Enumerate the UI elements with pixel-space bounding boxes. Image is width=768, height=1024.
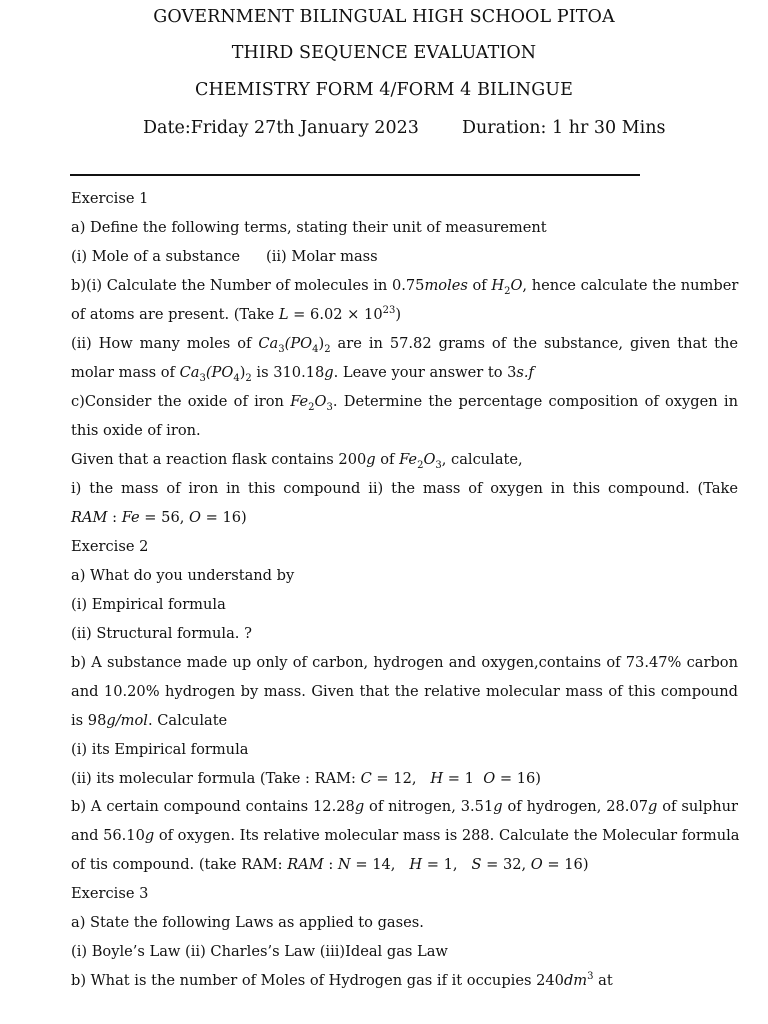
header-divider bbox=[70, 174, 640, 176]
ex1-question-b-ii-line2: molar mass of $Ca_3(PO_4)_2$ is 310.18g. Leave your answer to 3s.f bbox=[71, 364, 534, 384]
ex1-question-c-given: Given that a reaction flask contains 200g of $Fe_2O_3$, calculate, bbox=[71, 451, 523, 471]
ex2-question-b-line2: and 10.20% hydrogen by mass. Given that the relative molecular mass of this compound bbox=[71, 683, 738, 700]
subject-title: CHEMISTRY FORM 4/FORM 4 BILINGUE bbox=[194, 80, 573, 100]
exam-date: Date:Friday 27th January 2023 bbox=[143, 118, 419, 138]
ex2-question-b-i: (i) its Empirical formula bbox=[71, 741, 249, 758]
ex1-question-a: a) Define the following terms, stating their unit of measurement bbox=[71, 219, 547, 236]
ex1-question-b-ii-line1: (ii) How many moles of $Ca_3(PO_4)_2$ are in 57.82 grams of the substance, given that the bbox=[71, 335, 738, 355]
ex2-question-b-ii: (ii) its molecular formula (Take : RAM: C = 12, H = 1 O = 16) bbox=[71, 770, 541, 787]
exam-duration: Duration: 1 hr 30 Mins bbox=[462, 118, 666, 138]
ex3-question-b: b) What is the number of Moles of Hydrogen gas if it occupies $240dm^3$ at bbox=[71, 971, 613, 989]
school-name: GOVERNMENT BILINGUAL HIGH SCHOOL PITOA bbox=[153, 7, 615, 27]
ex1-question-c-line2: this oxide of iron. bbox=[71, 422, 201, 439]
exercise-2-title: Exercise 2 bbox=[71, 538, 149, 555]
ex1-question-c-ram: RAM : Fe = 56, O = 16) bbox=[71, 509, 247, 526]
ex1-question-b-i-line2: of atoms are present. (Take $L = 6.02 \times 10^{23}$) bbox=[71, 305, 402, 323]
exercise-1-title: Exercise 1 bbox=[71, 190, 149, 207]
ex2-question-a-ii: (ii) Structural formula. ? bbox=[71, 625, 252, 642]
ex3-question-a-items: (i) Boyle’s Law (ii) Charles’s Law (iii)Ideal gas Law bbox=[71, 943, 448, 960]
ex2-question-c-line3: of tis compound. (take RAM: RAM : N = 14, H = 1, S = 32, O = 16) bbox=[71, 856, 589, 873]
ex1-question-b-i-line1: b)(i) Calculate the Number of molecules in 0.75moles of $H_2O$, hence calculate the number bbox=[71, 277, 739, 297]
ex1-question-c-parts: i) the mass of iron in this compound ii) the mass of oxygen in this compound. (Take bbox=[71, 480, 738, 497]
exercise-3-title: Exercise 3 bbox=[71, 885, 149, 902]
ex2-question-a: a) What do you understand by bbox=[71, 567, 295, 584]
evaluation-title: THIRD SEQUENCE EVALUATION bbox=[231, 43, 537, 63]
ex2-question-c-line2: and 56.10g of oxygen. Its relative molecular mass is 288. Calculate the Molecular formula bbox=[71, 827, 740, 844]
ex2-question-b-line3: is 98g/mol. Calculate bbox=[71, 712, 228, 729]
ex1-question-c-line1: c)Consider the oxide of iron $Fe_2O_3$. Determine the percentage composition of oxygen in bbox=[71, 393, 738, 413]
ex3-question-a: a) State the following Laws as applied to gases. bbox=[71, 914, 424, 931]
ex2-question-a-i: (i) Empirical formula bbox=[71, 596, 226, 613]
ex2-question-b-line1: b) A substance made up only of carbon, hydrogen and oxygen,contains of 73.47% carbon bbox=[71, 654, 738, 671]
ex1-question-a-items: (i) Mole of a substance (ii) Molar mass bbox=[71, 248, 378, 265]
ex2-question-c-line1: b) A certain compound contains 12.28g of nitrogen, 3.51g of hydrogen, 28.07g of sulphur bbox=[71, 798, 739, 815]
